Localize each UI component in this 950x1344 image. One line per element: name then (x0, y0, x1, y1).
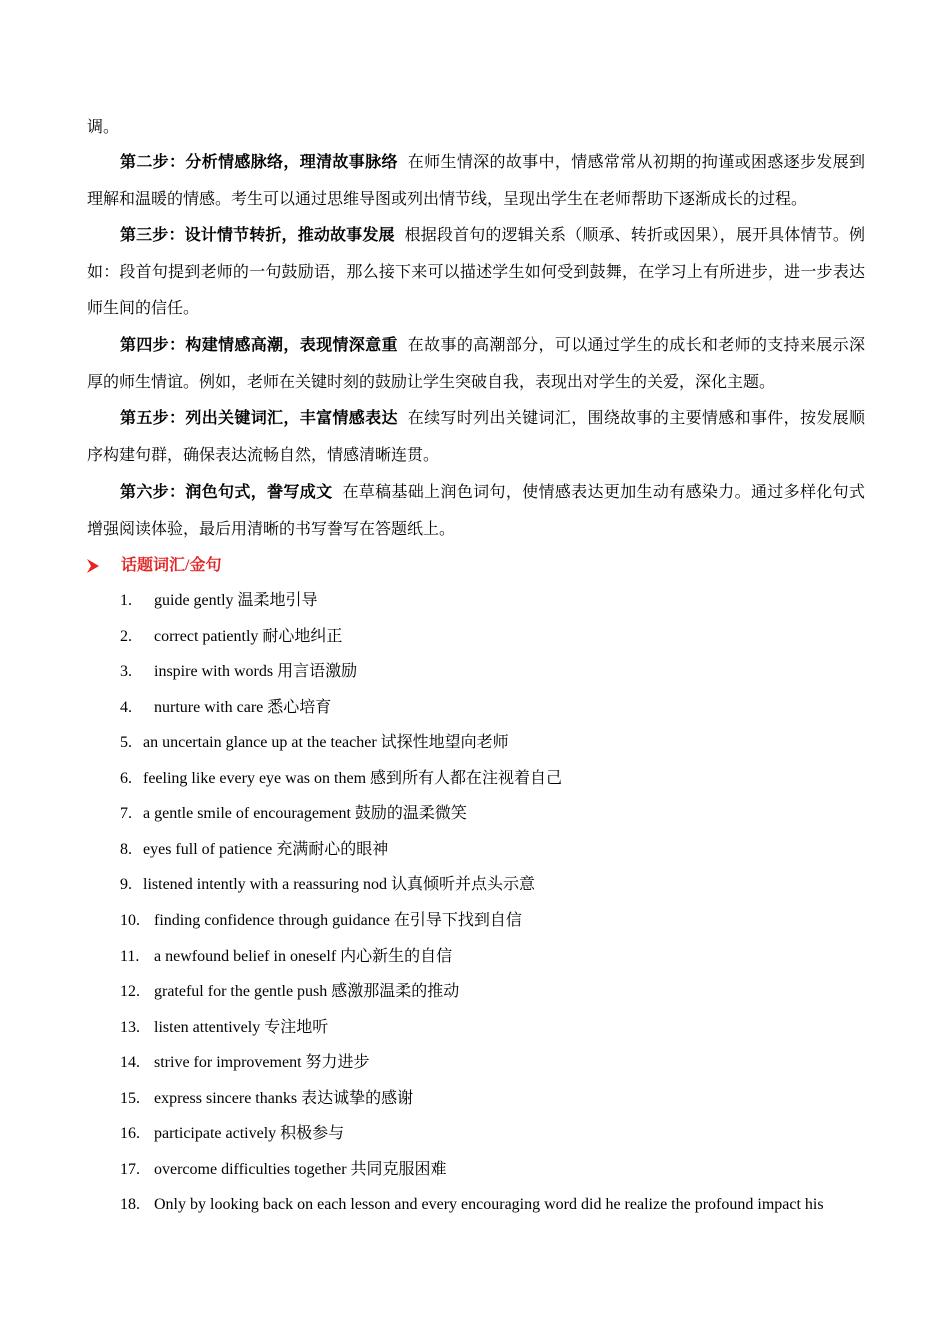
vocab-item (120, 690, 865, 726)
step-body: 在草稿基础上润色词句，使情感表达更加生动有感染力。通过多样化句式增强阅读体验，最后用清晰的书写誊写在答题纸上。 (87, 484, 865, 538)
step-body: 在师生情深的故事中，情感常常从初期的拘谨或困惑逐步发展到理解和温暖的情感。考生可以通过思维导图或列出情节线，呈现出学生在老师帮助下逐渐成长的过程。 (87, 154, 865, 208)
vocab-english: eyes full of patience (143, 840, 273, 858)
step-paragraph-4 (87, 328, 865, 401)
vocab-item (120, 903, 865, 939)
vocab-chinese: 内心新生的自信 (340, 947, 453, 965)
vocab-english: express sincere thanks (154, 1089, 298, 1107)
vocab-english: guide gently (154, 592, 234, 609)
step-body: 在续写时列出关键词汇，围绕故事的主要情感和事件，按发展顺序构建句群，确保表达流畅自然，情感清晰连贯。 (87, 410, 865, 464)
vocab-chinese: 充满耐心的眼神 (276, 840, 389, 858)
vocab-chinese: 悉心培育 (267, 698, 332, 716)
vocab-item (120, 1187, 865, 1223)
arrow-bullet-icon (87, 558, 99, 574)
vocab-item (120, 761, 865, 797)
vocab-english: an uncertain glance up at the teacher (143, 734, 377, 752)
vocab-item (120, 619, 865, 655)
vocab-english: strive for improvement (154, 1054, 302, 1072)
vocab-english: participate actively (154, 1125, 277, 1143)
vocab-number: 11. (120, 947, 140, 965)
vocab-english: grateful for the gentle push (154, 983, 328, 1001)
vocab-number: 4. (120, 698, 132, 716)
vocab-chinese: 积极参与 (280, 1125, 345, 1143)
vocab-item (120, 583, 865, 619)
step-body: 在故事的高潮部分，可以通过学生的成长和老师的支持来展示深厚的师生情谊。例如，老师在关键时刻的鼓励让学生突破自我，表现出对学生的关爱，深化主题。 (87, 337, 865, 391)
vocab-number: 18. (120, 1196, 140, 1214)
step-title: 第三步：设计情节转折，推动故事发展 (120, 227, 395, 244)
vocab-chinese: 感到所有人都在注视着自己 (370, 769, 563, 787)
vocab-item (120, 974, 865, 1010)
vocab-chinese: 在引导下找到自信 (393, 911, 522, 929)
vocab-item (120, 1116, 865, 1152)
vocab-item (120, 939, 865, 975)
vocab-number: 6. (120, 769, 132, 787)
vocab-number: 8. (120, 840, 132, 858)
continued-text: 调。 (87, 119, 120, 136)
vocab-english: correct patiently (154, 627, 259, 645)
vocab-item (120, 832, 865, 868)
section-heading (87, 548, 221, 584)
vocab-number: 9. (120, 876, 132, 894)
vocab-number: 16. (120, 1125, 140, 1143)
vocab-item (120, 1152, 865, 1188)
vocab-english: a newfound belief in oneself (154, 947, 337, 965)
vocab-chinese: 共同克服困难 (350, 1160, 447, 1178)
vocab-number: 15. (120, 1089, 140, 1107)
step-title: 第五步：列出关键词汇，丰富情感表达 (120, 410, 398, 427)
vocab-item (120, 796, 865, 832)
step-paragraph-6 (87, 475, 865, 548)
vocab-chinese: 感激那温柔的推动 (331, 983, 460, 1001)
step-title: 第二步：分析情感脉络，理清故事脉络 (120, 154, 398, 171)
step-paragraph-5 (87, 401, 865, 474)
vocab-chinese: 用言语激励 (277, 663, 358, 681)
step-paragraph-3 (87, 218, 865, 328)
vocab-english: Only by looking back on each lesson and every encouraging word did he realize the profound impact his (154, 1196, 824, 1214)
vocab-chinese: 努力进步 (305, 1054, 370, 1072)
vocab-number: 14. (120, 1054, 140, 1072)
vocab-number: 7. (120, 805, 132, 823)
vocab-item (120, 654, 865, 690)
vocab-number: 1. (120, 592, 132, 609)
vocab-number: 13. (120, 1018, 140, 1036)
step-body: 根据段首句的逻辑关系（顺承、转折或因果），展开具体情节。例如：段首句提到老师的一句鼓励语，那么接下来可以描述学生如何受到鼓舞，在学习上有所进步，进一步表达师生间的信任。 (87, 227, 865, 317)
vocab-chinese: 试探性地望向老师 (380, 734, 509, 752)
vocab-number: 2. (120, 627, 132, 645)
vocab-number: 17. (120, 1160, 140, 1178)
vocab-item (120, 867, 865, 903)
vocab-item (120, 725, 865, 761)
vocab-english: listen attentively (154, 1018, 261, 1036)
vocab-chinese: 温柔地引导 (237, 592, 318, 609)
vocab-item (120, 1081, 865, 1117)
vocab-number: 10. (120, 911, 140, 929)
vocab-chinese: 耐心地纠正 (262, 627, 343, 645)
vocab-number: 5. (120, 734, 132, 752)
step-paragraph-2 (87, 145, 865, 218)
vocab-item (120, 1045, 865, 1081)
vocab-chinese: 鼓励的温柔微笑 (354, 805, 467, 823)
vocab-english: finding confidence through guidance (154, 911, 390, 929)
vocab-chinese: 认真倾听并点头示意 (390, 876, 535, 894)
vocab-number: 12. (120, 983, 140, 1001)
vocab-english: feeling like every eye was on them (143, 769, 367, 787)
vocab-chinese: 专注地听 (264, 1018, 329, 1036)
vocab-english: overcome difficulties together (154, 1160, 347, 1178)
section-heading-label: 话题词汇/金句 (121, 557, 222, 574)
vocab-english: nurture with care (154, 698, 264, 716)
step-title: 第六步：润色句式，誊写成文 (120, 484, 333, 501)
step-title: 第四步：构建情感高潮，表现情深意重 (120, 337, 398, 354)
vocab-english: a gentle smile of encouragement (143, 805, 351, 823)
vocab-chinese: 表达诚挚的感谢 (301, 1089, 414, 1107)
vocab-english: listened intently with a reassuring nod (143, 876, 387, 894)
vocab-item (120, 1010, 865, 1046)
vocab-english: inspire with words (154, 663, 274, 681)
vocab-number: 3. (120, 663, 132, 681)
